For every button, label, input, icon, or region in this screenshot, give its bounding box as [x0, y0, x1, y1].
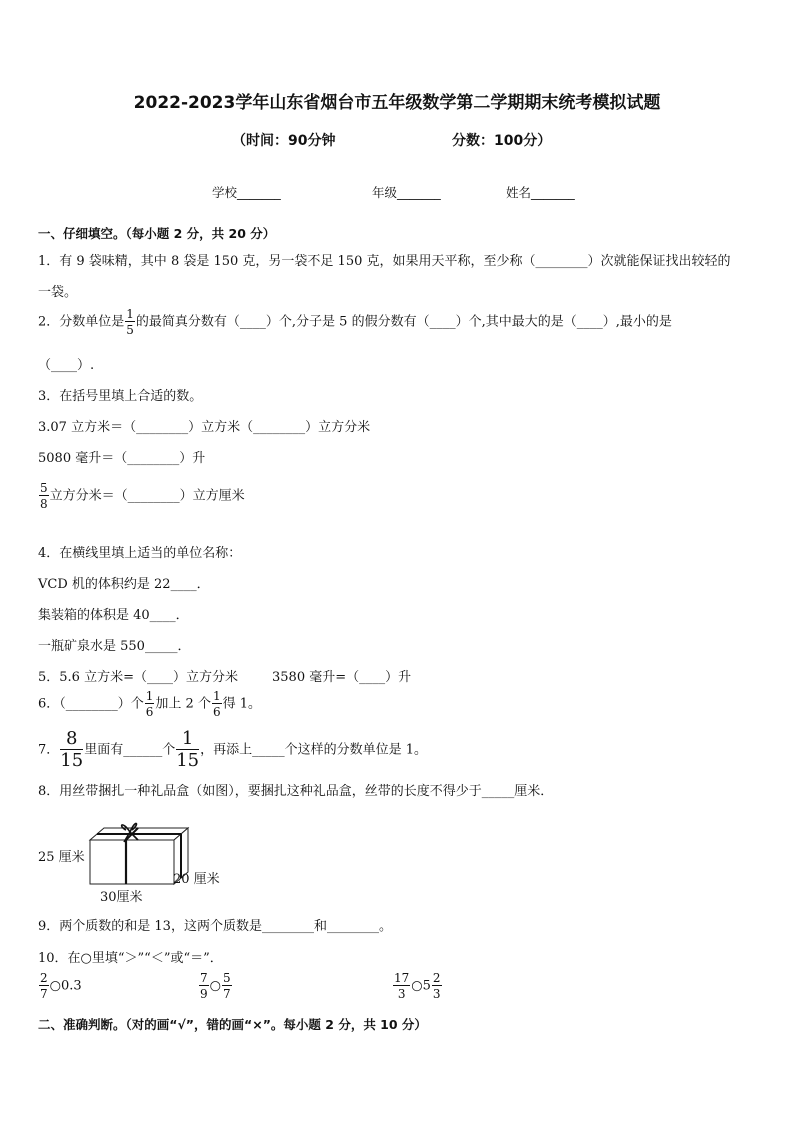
q10-3-numerator-1: 17 — [394, 971, 410, 985]
q7-numerator-2: 1 — [176, 730, 199, 750]
q10-3-denominator-2: 3 — [432, 987, 441, 1001]
q6-fraction-1 — [145, 690, 155, 718]
grade-field[interactable]: 年级_______ — [372, 185, 441, 200]
q7-denominator-2: 15 — [176, 750, 200, 771]
q7-denominator-1: 15 — [60, 750, 84, 771]
q2-numerator: 1 — [126, 307, 134, 321]
q10-3-numerator-2: 2 — [432, 971, 441, 985]
q10-3-denominator-1: 3 — [397, 987, 406, 1001]
q2-text: 的最简真分数有（____）个,分子是 5 的假分数有（____）个,其中最大的是（____）,最小的是 — [135, 314, 672, 330]
q10-1-fraction — [39, 972, 49, 1000]
box-width-label: 20 厘米 — [173, 872, 220, 887]
section-2-heading: 二、准确判断。（对的画“√”，错的画“×”。每小题 2 分，共 10 分） — [38, 1017, 427, 1032]
q6-denominator-1: 6 — [145, 705, 154, 719]
school-field[interactable]: 学校_______ — [212, 185, 281, 200]
q7-middle: 里面有______个 — [84, 742, 176, 758]
score-label: 分数：100分） — [452, 133, 552, 149]
question-10-item-3 — [392, 972, 443, 1000]
q10-1-rest: ○0.3 — [49, 978, 82, 994]
box-length-label: 30厘米 — [100, 890, 143, 905]
box-height-label: 25 厘米 — [38, 850, 85, 865]
q2-fraction — [125, 308, 135, 336]
q6-prefix: 6．（________）个 — [38, 696, 144, 712]
q10-2-numerator-2: 5 — [222, 971, 231, 985]
question-4-item-3: 一瓶矿泉水是 550_____． — [38, 639, 191, 654]
question-10-item-2 — [198, 972, 233, 1000]
q10-3-compare: ○5 — [411, 978, 431, 994]
q10-2-compare: ○ — [209, 978, 221, 994]
q6-numerator-1: 1 — [145, 689, 154, 703]
question-1-line-2: 一袋。 — [38, 285, 78, 300]
q3-3-text: 立方分米＝（________）立方厘米 — [49, 488, 245, 504]
question-5-part-1: 5．5.6 立方米=（____）立方分米 — [38, 670, 238, 685]
exam-title: 2022-2023学年山东省烟台市五年级数学第二学期期末统考模拟试题 — [133, 93, 661, 113]
q10-2-fraction-1 — [199, 972, 209, 1000]
section-1-heading: 一、仔细填空。（每小题 2 分，共 20 分） — [38, 226, 276, 241]
q3-numerator: 5 — [40, 481, 48, 495]
question-7 — [38, 730, 427, 770]
name-field[interactable]: 姓名_______ — [506, 185, 575, 200]
q6-fraction-2 — [212, 690, 222, 718]
q7-suffix: ，再添上_____个这样的分数单位是 1。 — [200, 742, 428, 758]
q3-denominator: 8 — [40, 497, 48, 511]
q7-numerator-1: 8 — [60, 730, 83, 750]
question-9: 9．两个质数的和是 13，这两个质数是________和________。 — [38, 919, 392, 934]
question-2 — [38, 308, 672, 336]
question-3-item-2: 5080 毫升＝（________）升 — [38, 451, 206, 466]
question-4-item-1: VCD 机的体积约是 22____． — [38, 577, 210, 592]
q7-prefix: 7． — [38, 742, 60, 758]
q6-middle: 加上 2 个 — [155, 696, 211, 712]
q10-1-numerator: 2 — [40, 971, 48, 985]
question-1-line-1: 1．有 9 袋味精，其中 8 袋是 150 克，另一袋不足 150 克，如果用天平称，至少称（________）次就能保证找出较轻的 — [38, 254, 731, 269]
question-4: 4．在横线里填上适当的单位名称： — [38, 546, 242, 561]
q10-2-fraction-2 — [222, 972, 232, 1000]
question-8: 8．用丝带捆扎一种礼品盒（如图），要捆扎这种礼品盒，丝带的长度不得少于_____厘米． — [38, 784, 554, 799]
q6-numerator-2: 1 — [212, 689, 221, 703]
question-2-line-2: （____）. — [38, 358, 95, 373]
time-label: （时间：90分钟 — [232, 133, 336, 149]
q7-fraction-2 — [176, 730, 199, 770]
q6-suffix: 得 1。 — [222, 696, 262, 712]
q10-1-denominator: 7 — [40, 987, 48, 1001]
question-5-part-2: 3580 毫升=（____）升 — [272, 670, 412, 685]
q10-3-fraction-1 — [393, 972, 410, 1000]
q7-fraction-1 — [60, 730, 83, 770]
q6-denominator-2: 6 — [212, 705, 221, 719]
q10-2-denominator-2: 7 — [222, 987, 231, 1001]
gift-box-figure — [38, 812, 238, 905]
question-10-item-1 — [38, 972, 82, 1000]
q2-prefix: 2．分数单位是 — [38, 314, 125, 330]
question-3-item-1: 3.07 立方米＝（________）立方米（________）立方分米 — [38, 420, 371, 435]
question-3-item-3 — [38, 482, 245, 510]
q10-2-denominator-1: 9 — [200, 987, 208, 1001]
q3-fraction — [39, 482, 49, 510]
q10-2-numerator-1: 7 — [200, 971, 208, 985]
question-4-item-2: 集装箱的体积是 40____． — [38, 608, 189, 623]
q2-denominator: 5 — [126, 323, 134, 337]
question-6 — [38, 690, 261, 718]
question-10: 10．在○里填“＞”“＜”或“＝”． — [38, 951, 223, 966]
q10-3-fraction-2 — [432, 972, 442, 1000]
question-3: 3．在括号里填上合适的数。 — [38, 389, 203, 404]
